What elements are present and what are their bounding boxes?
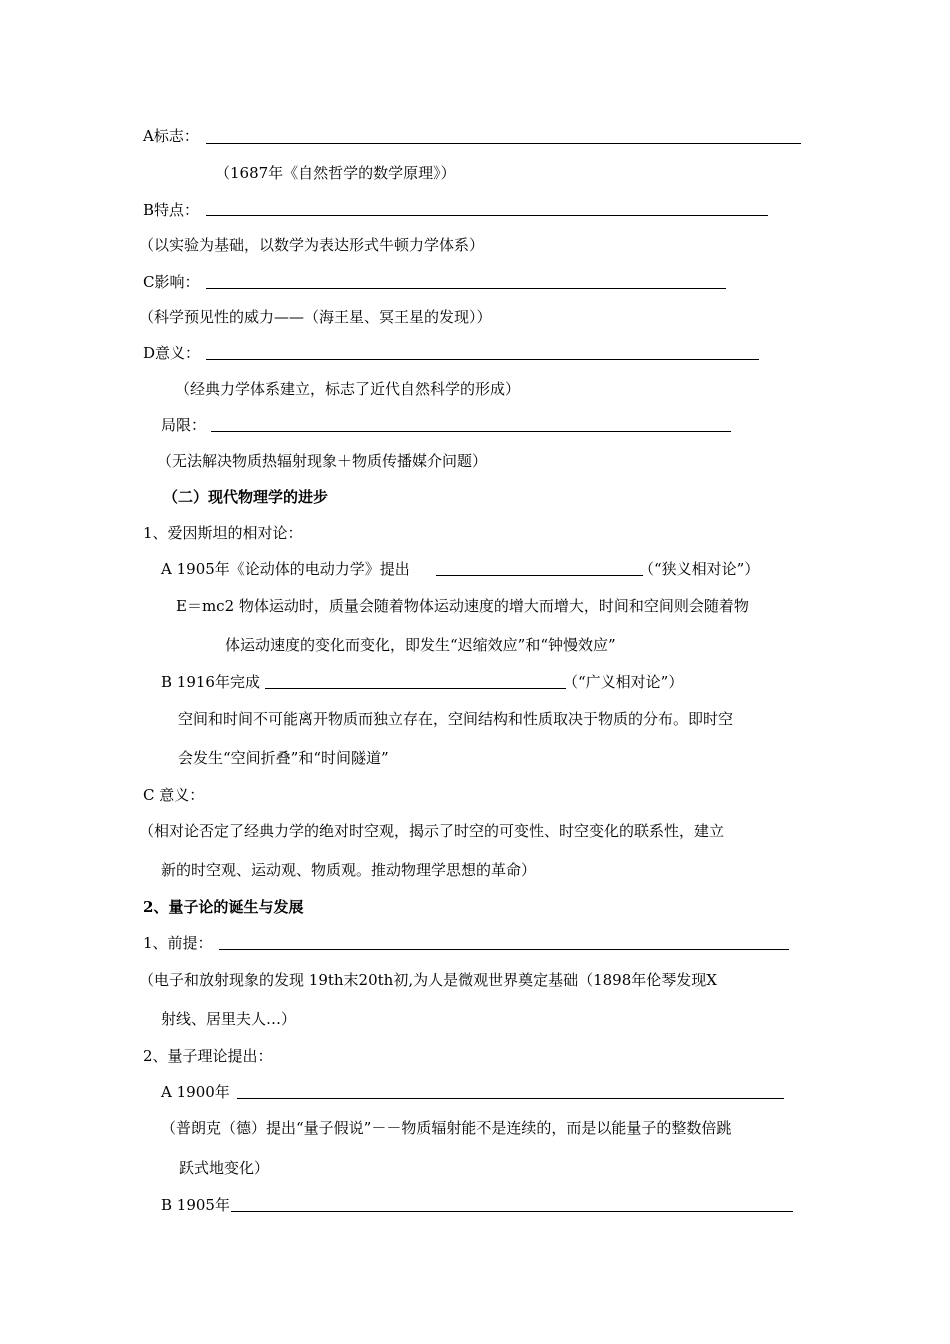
label-quantum-b-1905: B 1905年 [161, 1196, 230, 1214]
note-quantum-a-1: （普朗克（德）提出“量子假说”－－物质辐射能不是连续的，而是以能量子的整数倍跳 [161, 1119, 732, 1137]
relativity-c-desc-1: （相对论否定了经典力学的绝对时空观，揭示了时空的可变性、时空变化的联系性，建立 [139, 822, 725, 840]
relativity-c-desc-2: 新的时空观、运动观、物质观。推动物理学思想的革命） [161, 861, 537, 879]
answer-blank-limitation[interactable] [211, 431, 731, 432]
heading-quantum: 2、量子论的诞生与发展 [143, 898, 304, 916]
label-quantum-a-1900: A 1900年 [161, 1083, 230, 1101]
item-quantum-theory-title: 2、量子理论提出： [143, 1047, 273, 1065]
relativity-b-desc-2: 会发生“空间折叠”和“时间隧道” [178, 749, 389, 767]
item-relativity-title: 1、爱因斯坦的相对论： [143, 524, 303, 542]
note-quantum-a-2: 跃式地变化） [179, 1159, 270, 1177]
relativity-a-suffix: （“狭义相对论”） [639, 560, 760, 578]
relativity-c-label: C 意义： [143, 786, 205, 804]
note-d-meaning: （经典力学体系建立，标志了近代自然科学的形成） [175, 380, 521, 398]
relativity-a-desc-1: E＝mc2 物体运动时，质量会随着物体运动速度的增大而增大，时间和空间则会随着物 [176, 597, 749, 615]
answer-blank-premise[interactable] [219, 949, 789, 950]
label-premise: 1、前提： [143, 934, 213, 952]
note-c-impact: （科学预见性的威力——（海王星、冥王星的发现）） [139, 308, 492, 326]
answer-blank-a-sign[interactable] [206, 143, 801, 144]
answer-blank-quantum-1905[interactable] [231, 1211, 793, 1212]
answer-blank-general-relativity[interactable] [265, 688, 566, 689]
heading-modern-physics: （二）现代物理学的进步 [163, 488, 329, 506]
relativity-b-prefix: B 1916年完成 [161, 673, 260, 691]
note-a-sign: （1687年《自然哲学的数学原理》） [215, 164, 456, 182]
answer-blank-b-feature[interactable] [206, 215, 768, 216]
label-limitation: 局限： [161, 416, 207, 434]
label-b-feature: B特点： [143, 201, 200, 219]
label-d-meaning: D意义： [143, 344, 201, 362]
note-premise-1: （电子和放射现象的发现 19th末20th初,为人是微观世界奠定基础（1898年伦琴发现X [139, 971, 717, 989]
label-c-impact: C影响： [143, 273, 200, 291]
answer-blank-d-meaning[interactable] [206, 359, 759, 360]
answer-blank-quantum-1900[interactable] [237, 1098, 784, 1099]
answer-blank-special-relativity[interactable] [436, 575, 643, 576]
answer-blank-c-impact[interactable] [206, 288, 726, 289]
relativity-a-desc-2: 体运动速度的变化而变化，即发生“迟缩效应”和“钟慢效应” [225, 636, 616, 654]
relativity-a-prefix: A 1905年《论动体的电动力学》提出 [161, 560, 410, 578]
relativity-b-suffix: （“广义相对论”） [563, 673, 684, 691]
note-b-feature: （以实验为基础，以数学为表达形式牛顿力学体系） [139, 236, 485, 254]
note-premise-2: 射线、居里夫人…） [161, 1010, 297, 1028]
label-a-sign: A标志： [143, 127, 199, 145]
note-limitation: （无法解决物质热辐射现象＋物质传播媒介问题） [157, 452, 488, 470]
relativity-b-desc-1: 空间和时间不可能离开物质而独立存在，空间结构和性质取决于物质的分布。即时空 [178, 710, 734, 728]
